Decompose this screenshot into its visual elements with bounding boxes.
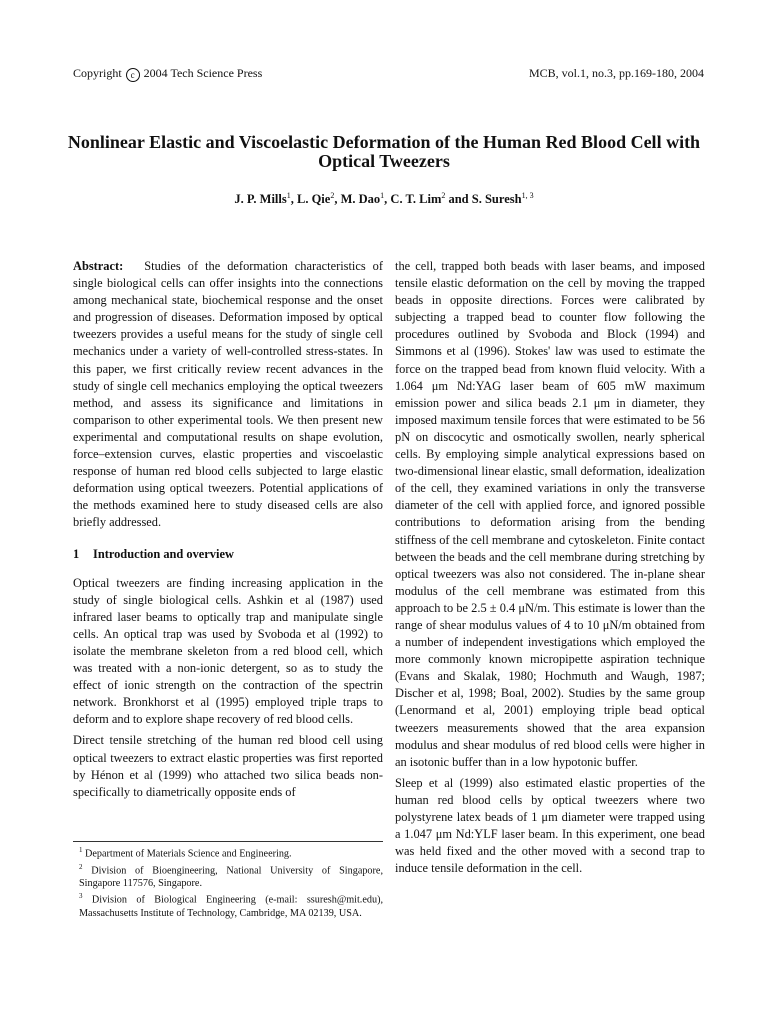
section-heading	[73, 546, 383, 563]
footnote-marker: 2	[79, 862, 83, 871]
footnote-text: Division of Biological Engineering (e-mail: ssuresh@mit.edu), Massachusetts Institute of Technology, Cambridge, MA 02139, USA.	[79, 894, 384, 919]
author: L. Qie	[297, 192, 331, 207]
abstract-label: Abstract:	[73, 259, 124, 273]
footnote-marker: 1	[79, 846, 83, 854]
footnote	[73, 844, 383, 861]
author-affiliation: 1	[380, 191, 385, 200]
footnote	[73, 890, 383, 920]
author: J. P. Mills	[234, 192, 287, 207]
paper-title: Nonlinear Elastic and Viscoelastic Deformation of the Human Red Blood Cell with Optical Tweezers	[67, 132, 701, 171]
section-number: 1	[73, 546, 80, 561]
author: C. T. Lim	[390, 192, 442, 207]
left-column	[73, 258, 383, 805]
page-header-left	[73, 66, 262, 82]
paragraph: Direct tensile stretching of the human red blood cell using optical tweezers to extract elastic properties was first reported by Hénon et al (1999) who attached two silica beads non-specifically to diametrically opposite ends of	[73, 733, 383, 799]
abstract	[73, 258, 383, 532]
author-affiliation: 1	[286, 191, 291, 200]
footnotes	[73, 841, 383, 920]
footnote-marker: 3	[79, 892, 83, 901]
author-separator: ,	[290, 192, 297, 207]
author: S. Suresh	[471, 192, 522, 207]
author-list	[0, 191, 768, 207]
paragraph: the cell, trapped both beads with laser beams, and imposed tensile elastic deformation on the cell by moving the trapped beads in opposite directions. Forces were calibrated by subjecting a trapped bead to counter flow following the procedures outlined by Svoboda and Block (1994) and Simmons et al (1996). Stokes' law was used to estimate the force on the trapped bead from known fluid velocity. With a 1.064 μm Nd:YAG laser beam of 605 mW maximum emission power and silica beads 2.1 μm in diameter, they imposed maximum tensile forces that were estimated to be 56 pN on discocytic and osmotically swollen, nearly spherical cells. By employing simple analytical expressions based on two-dimensional linear elastic, small deformation, idealization of the cell, they examined variations in only the transverse diameter of the cell with applied force, and ignored possible contributions to deformation arising from the bending stiffness of the cell membrane and cytoskeleton. Finite contact between the beads and the cell membrane during stretching by optical tweezers was also not considered. The in-plane shear modulus of the cell membrane was estimated from this approach to be 2.5 ± 0.4 μN/m. This estimate is lower than the range of shear modulus values of 4 to 10 μN/m obtained from a number of independent investigations which employed the more commonly known micropipette aspiration technique (Evans and Skalak, 1980; Hochmuth and Waugh, 1987; Discher et al, 1998; Boal, 2002). Studies by the same group (Lenormand et al, 2001) employing triple bead optical tweezers measurements showed that the area expansion modulus and shear modulus of red blood cells were higher in an isotonic buffer than in a low hypotonic buffer.	[395, 259, 706, 769]
paragraph: Optical tweezers are finding increasing application in the study of single biological cells. Ashkin et al (1987) used infrared laser beams to optically trap and manipulate single cells. An optical trap was used by Svoboda et al (1992) to isolate the membrane skeleton from a red blood cell, which was treated with a non-ionic detergent, so as to study the effect of ionic strength on the contraction of the spectrin network. Bronkhorst et al (1995) employed triple traps to deform and to explore shape recovery of red blood cells.	[73, 575, 383, 727]
copyright-icon: c	[126, 68, 140, 82]
paragraph: Sleep et al (1999) also estimated elastic properties of the human red blood cells by optical tweezers where two polystyrene latex beads of 1 μm diameter were trapped using a 1.047 μm Nd:YLF laser beam. In this experiment, one bead was held fixed and the other moved with a second trap to induce tensile deformation in the cell.	[395, 775, 705, 876]
right-column	[395, 258, 705, 881]
section-title: Introduction and overview	[93, 546, 234, 561]
author-separator: ,	[334, 192, 341, 207]
abstract-text: Studies of the deformation characteristics of single biological cells can offer insights into the connections among mechanical state, biochemical response and the onset and progression of diseases. Deformation imposed by optical tweezers provides a useful means for the study of single cell mechanics under a variety of well-controlled stress-states. In this paper, we first critically review recent advances in the study of single cell mechanics employing the optical tweezers method, and assess its significance and limitations in comparison to other experimental tools. We then present new experimental and computational results on shape evolution, force–extension curves, elastic properties and viscoelastic response of human red blood cells subjected to large elastic deformation using optical tweezers. Potential applications of the methods examined here to study diseased cells are also briefly addressed.	[73, 259, 383, 530]
footnote-text: Division of Bioengineering, National University of Singapore, Singapore 117576, Singapore.	[79, 864, 383, 890]
footnote-text: Department of Materials Science and Engineering.	[85, 848, 292, 860]
author-affiliation: 2	[330, 191, 335, 200]
journal-reference: MCB, vol.1, no.3, pp.169-180, 2004	[528, 66, 704, 80]
author-separator: and	[445, 192, 472, 207]
author-affiliation: 2	[441, 191, 446, 200]
author-affiliation: 1, 3	[521, 191, 534, 200]
copyright-prefix: Copyright	[73, 66, 122, 80]
author-separator: ,	[384, 192, 391, 207]
footnote	[73, 861, 383, 891]
copyright-suffix: 2004 Tech Science Press	[143, 66, 263, 80]
author: M. Dao	[340, 192, 381, 207]
